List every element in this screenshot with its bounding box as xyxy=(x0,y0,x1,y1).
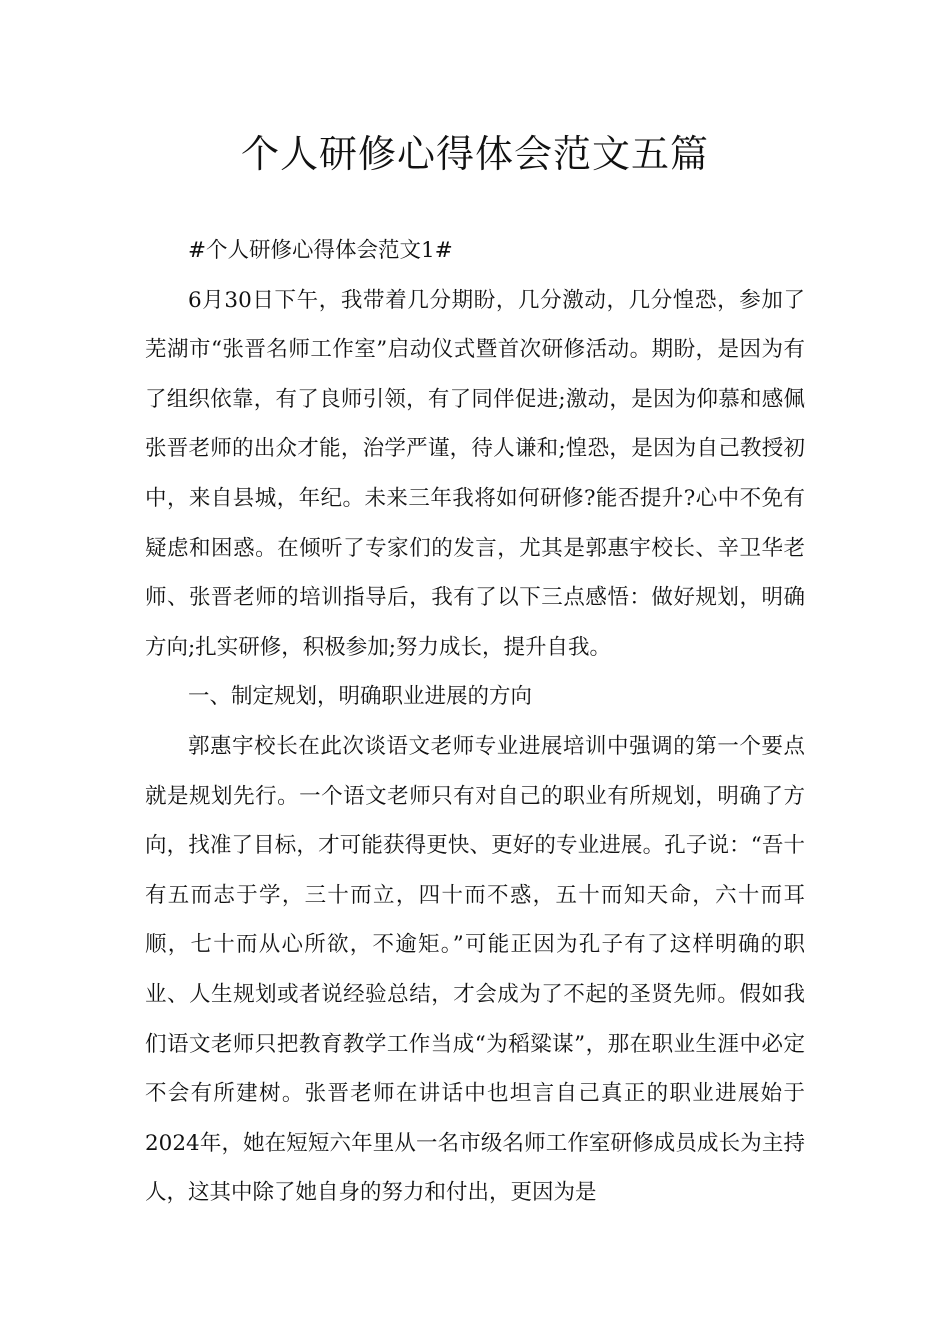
document-title: 个人研修心得体会范文五篇 xyxy=(240,132,709,176)
body-paragraph: 6月30日下午，我带着几分期盼，几分激动，几分惶恐，参加了芜湖市“张晋名师工作室”启动仪式暨首次研修活动。期盼，是因为有了组织依靠，有了良师引领，有了同伴促进;激动，是因为仰慕和感佩张晋老师的出众才能，治学严谨，待人谦和;惶恐，是因为自己教授初中，来自县城，年纪。未来三年我将如何研修?能否提升?心中不免有疑虑和困惑。在倾听了专家们的发言，尤其是郭惠宇校长、辛卫华老师、张晋老师的培训指导后，我有了以下三点感悟：做好规划，明确方向;扎实研修，积极参加;努力成长，提升自我。 xyxy=(145,287,805,660)
document-body xyxy=(145,226,805,1218)
section-heading: #个人研修心得体会范文1# xyxy=(188,238,453,263)
body-paragraph: 郭惠宇校长在此次谈语文老师专业进展培训中强调的第一个要点就是规划先行。一个语文老师只有对自己的职业有所规划，明确了方向，找准了目标，才可能获得更快、更好的专业进展。孔子说：“吾十有五而志于学，三十而立，四十而不惑，五十而知天命，六十而耳顺，七十而从心所欲，不逾矩。”可能正因为孔子有了这样明确的职业、人生规划或者说经验总结，才会成为了不起的圣贤先师。假如我们语文老师只把教育教学工作当成“为稻粱谋”，那在职业生涯中必定不会有所建树。张晋老师在讲话中也坦言自己真正的职业进展始于2024年，她在短短六年里从一名市级名师工作室研修成员成长为主持人，这其中除了她自身的努力和付出，更因为是 xyxy=(145,733,805,1206)
subsection-heading: 一、制定规划，明确职业进展的方向 xyxy=(188,684,533,710)
